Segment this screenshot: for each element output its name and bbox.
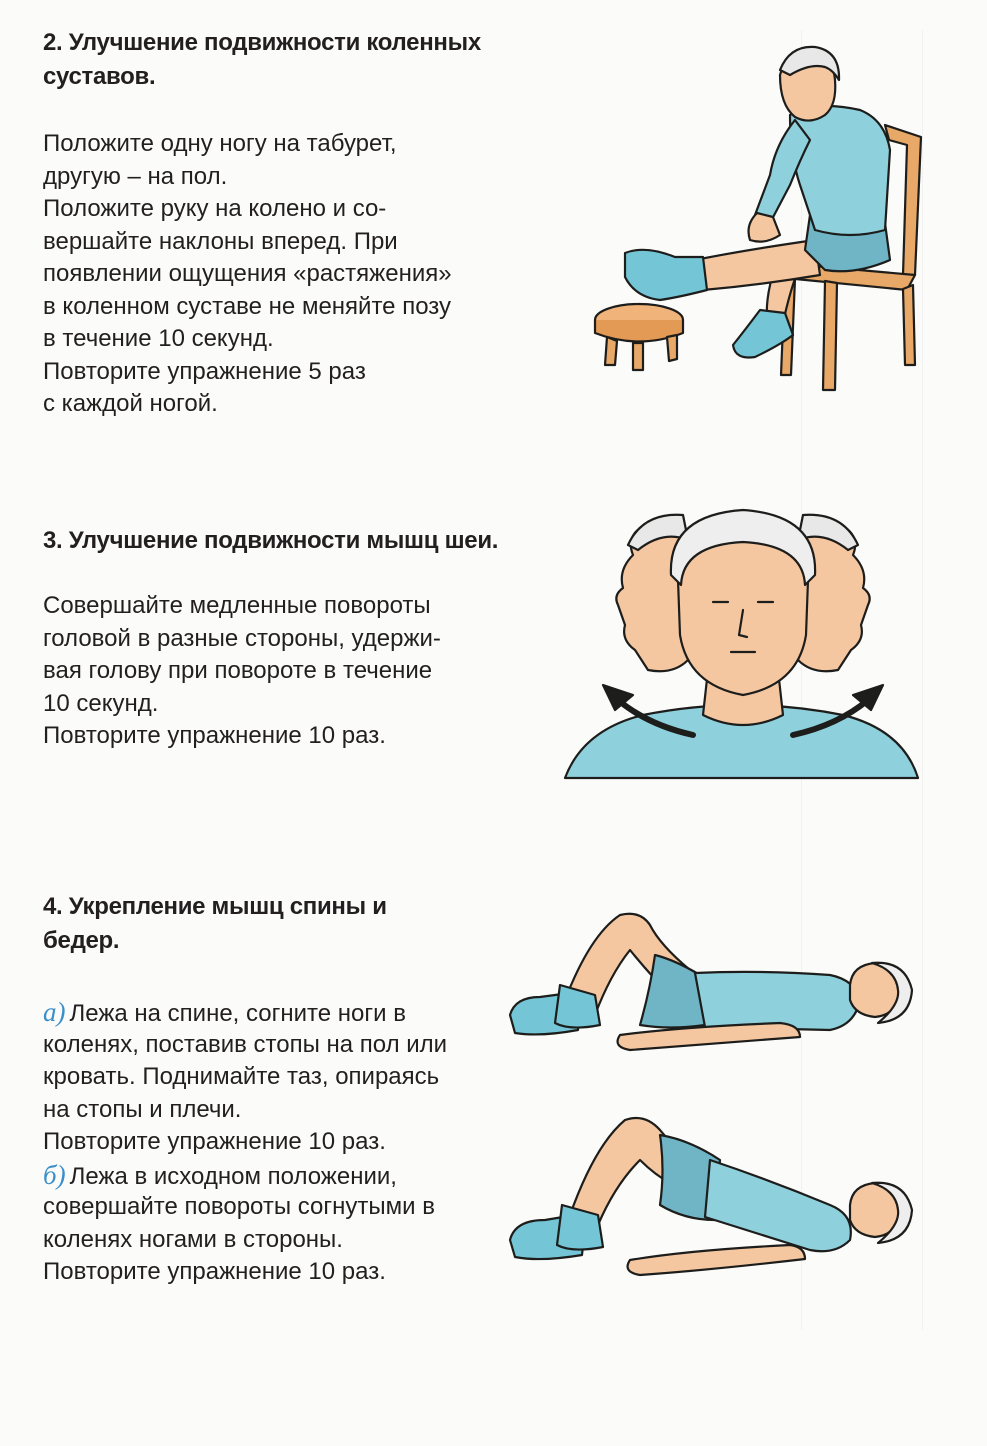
text-line: Положите руку на колено и со- — [43, 195, 387, 222]
text-line: коленях, поставив стопы на пол или — [43, 1030, 448, 1058]
section-3-text — [43, 590, 441, 753]
section-2-text — [43, 128, 452, 421]
text-line: коленях ногами в стороны. — [43, 1225, 343, 1253]
text-line: головой в разные стороны, удержи- — [43, 624, 441, 652]
text-line: Повторите упражнение 10 раз. — [43, 1128, 386, 1155]
text-line: Лежа на спине, согните ноги в — [69, 1000, 406, 1027]
text-line: кровать. Поднимайте таз, опираясь — [43, 1063, 440, 1090]
text-line: вая голову при повороте в течение — [43, 657, 433, 684]
text-line: в коленном суставе не меняйте позу — [43, 292, 451, 320]
section-2-heading — [43, 26, 481, 94]
section-2-heading-line: суставов. — [43, 63, 156, 90]
text-line: Лежа в исходном положении, — [69, 1162, 397, 1190]
text-line: Повторите упражнение 5 раз — [43, 357, 366, 385]
item-a-marker: а) — [43, 997, 66, 1027]
text-line: с каждой ногой. — [43, 390, 218, 417]
text-line: появлении ощущения «растяжения» — [43, 260, 452, 287]
text-line: 10 секунд. — [43, 689, 159, 717]
text-line: другую – на пол. — [43, 162, 228, 190]
item-b-marker: б) — [43, 1159, 66, 1190]
back-exercise-lying-illustration — [500, 905, 920, 1065]
neck-exercise-illustration — [563, 500, 923, 785]
text-line: Положите одну ногу на табурет, — [43, 130, 397, 157]
back-exercise-bridge-illustration — [500, 1105, 920, 1305]
text-line: вершайте наклоны вперед. При — [43, 227, 398, 255]
text-line: Повторите упражнение 10 раз. — [43, 722, 386, 749]
text-line: на стопы и плечи. — [43, 1095, 242, 1123]
section-3-heading-line: 3. Улучшение подвижности мышц шеи. — [43, 527, 499, 554]
section-4-heading-line: 4. Укрепление мышц спины и — [43, 893, 387, 920]
section-2-heading-line: 2. Улучшение подвижности коленных — [43, 29, 481, 56]
text-line: Повторите упражнение 10 раз. — [43, 1258, 386, 1285]
text-line: Совершайте медленные повороты — [43, 592, 431, 619]
knee-exercise-illustration — [585, 45, 935, 395]
section-4-heading — [43, 890, 387, 958]
text-line: в течение 10 секунд. — [43, 325, 274, 352]
text-line: совершайте повороты согнутыми в — [43, 1193, 435, 1220]
section-3-heading — [43, 524, 498, 558]
section-4-heading-line: бедер. — [43, 927, 120, 954]
section-4-text — [43, 996, 447, 1289]
